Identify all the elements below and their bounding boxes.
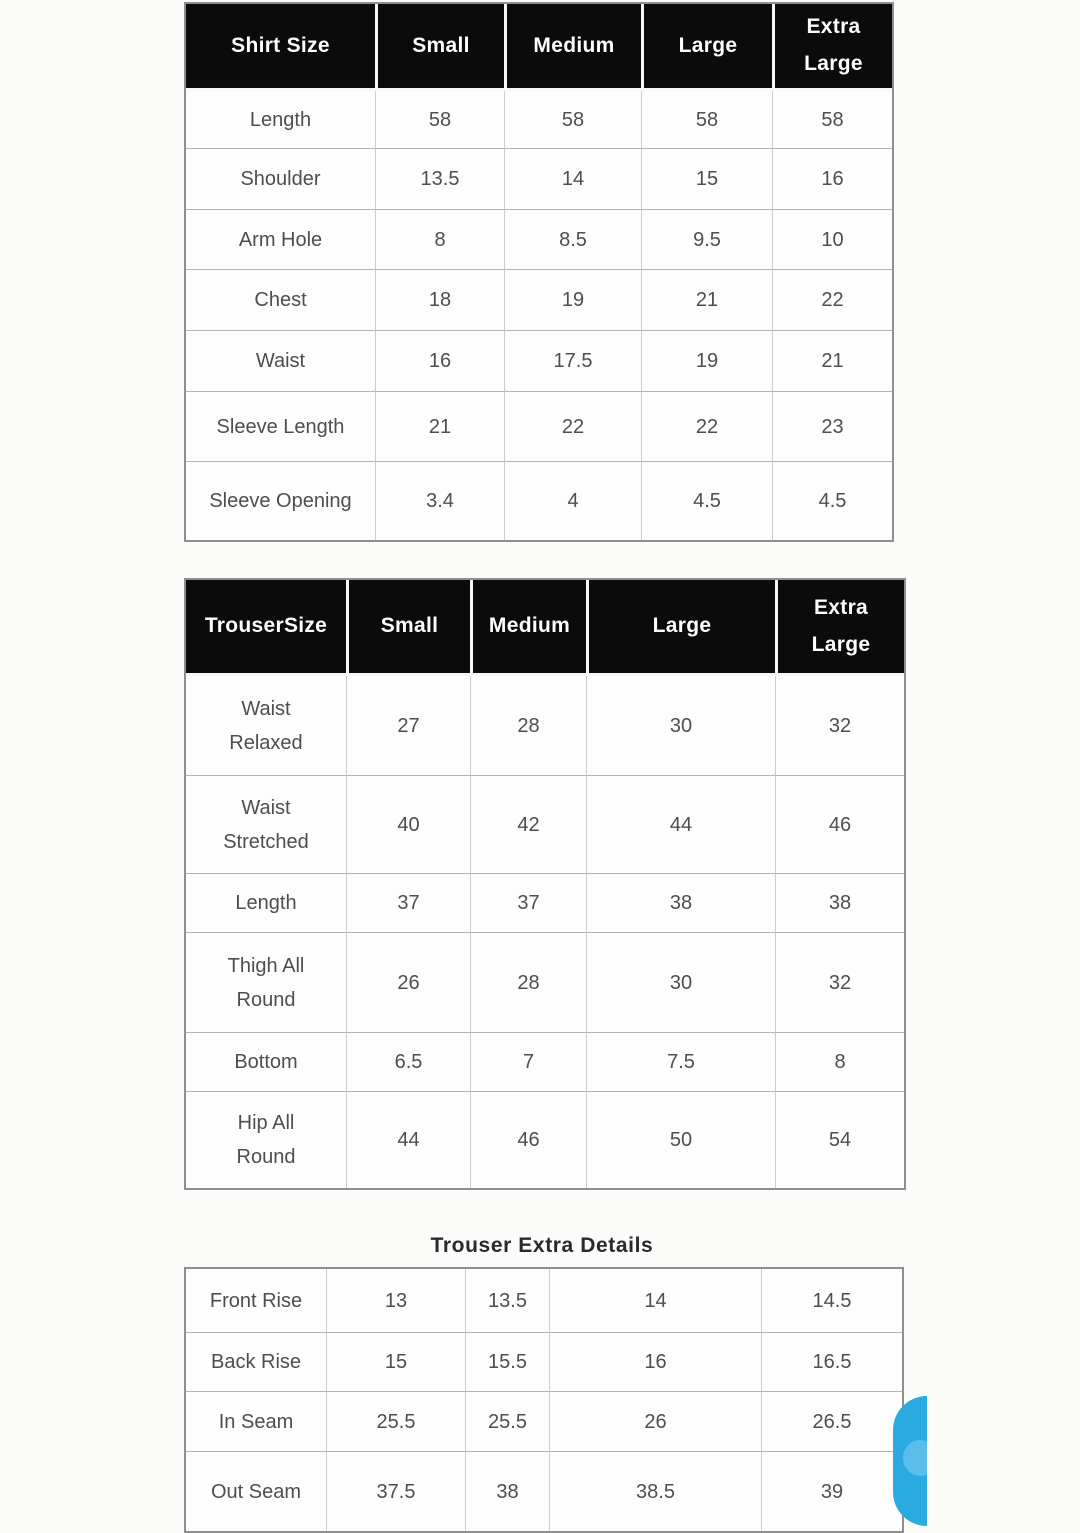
row-label-cell: Thigh All Round: [186, 932, 346, 1032]
value-cell: 21: [641, 269, 772, 330]
value-cell: 13.5: [375, 148, 504, 209]
value-cell: 21: [375, 391, 504, 461]
table-row: [186, 676, 904, 775]
value-cell: 16: [772, 148, 892, 209]
value-cell: 22: [504, 391, 641, 461]
table-row: [186, 932, 904, 1032]
value-cell: 46: [470, 1091, 586, 1188]
value-cell: 19: [641, 330, 772, 391]
value-cell: 37: [346, 873, 470, 932]
value-cell: 8: [775, 1032, 904, 1091]
value-cell: 25.5: [465, 1391, 549, 1451]
value-cell: 26: [549, 1391, 761, 1451]
chat-icon: [903, 1440, 927, 1476]
row-label-cell: Chest: [186, 269, 375, 330]
value-cell: 26.5: [761, 1391, 902, 1451]
row-label-cell: Waist Relaxed: [186, 676, 346, 775]
column-header-cell: Medium: [504, 4, 641, 91]
value-cell: 54: [775, 1091, 904, 1188]
value-cell: 37: [470, 873, 586, 932]
table-row: [186, 269, 892, 330]
table-row: [186, 873, 904, 932]
trouser-size-table: [184, 578, 906, 1190]
row-label-cell: Out Seam: [186, 1451, 326, 1531]
shirt-size-table: [184, 2, 894, 542]
table-row: [186, 1032, 904, 1091]
row-label-cell: In Seam: [186, 1391, 326, 1451]
row-label-cell: Back Rise: [186, 1332, 326, 1391]
table-row: [186, 391, 892, 461]
column-header-cell: Large: [586, 580, 775, 676]
table-row: [186, 775, 904, 873]
value-cell: 26: [346, 932, 470, 1032]
value-cell: 38: [586, 873, 775, 932]
column-header-cell: TrouserSize: [186, 580, 346, 676]
value-cell: 58: [375, 91, 504, 148]
value-cell: 40: [346, 775, 470, 873]
value-cell: 18: [375, 269, 504, 330]
value-cell: 13: [326, 1269, 465, 1332]
row-label-cell: Waist Stretched: [186, 775, 346, 873]
value-cell: 50: [586, 1091, 775, 1188]
value-cell: 28: [470, 676, 586, 775]
row-label-cell: Arm Hole: [186, 209, 375, 269]
value-cell: 58: [772, 91, 892, 148]
column-header-cell: Shirt Size: [186, 4, 375, 91]
value-cell: 58: [504, 91, 641, 148]
table-row: [186, 1391, 902, 1451]
row-label-cell: Hip All Round: [186, 1091, 346, 1188]
table-row: [186, 1269, 902, 1332]
value-cell: 14: [504, 148, 641, 209]
value-cell: 23: [772, 391, 892, 461]
column-header-cell: Small: [375, 4, 504, 91]
value-cell: 8: [375, 209, 504, 269]
table-row: [186, 1091, 904, 1188]
value-cell: 38: [465, 1451, 549, 1531]
value-cell: 22: [641, 391, 772, 461]
value-cell: 32: [775, 676, 904, 775]
value-cell: 28: [470, 932, 586, 1032]
table-row: [186, 330, 892, 391]
chat-widget-button[interactable]: [893, 1396, 927, 1526]
table-header-row: [186, 580, 904, 676]
value-cell: 16: [375, 330, 504, 391]
value-cell: 17.5: [504, 330, 641, 391]
value-cell: 22: [772, 269, 892, 330]
value-cell: 16: [549, 1332, 761, 1391]
value-cell: 7.5: [586, 1032, 775, 1091]
value-cell: 4: [504, 461, 641, 540]
table-row: [186, 209, 892, 269]
value-cell: 27: [346, 676, 470, 775]
value-cell: 9.5: [641, 209, 772, 269]
row-label-cell: Length: [186, 91, 375, 148]
row-label-cell: Length: [186, 873, 346, 932]
value-cell: 44: [586, 775, 775, 873]
row-label-cell: Bottom: [186, 1032, 346, 1091]
table-row: [186, 1332, 902, 1391]
value-cell: 3.4: [375, 461, 504, 540]
column-header-cell: Extra Large: [775, 580, 904, 676]
value-cell: 30: [586, 932, 775, 1032]
row-label-cell: Front Rise: [186, 1269, 326, 1332]
table-row: [186, 1451, 902, 1531]
value-cell: 42: [470, 775, 586, 873]
value-cell: 25.5: [326, 1391, 465, 1451]
table-row: [186, 91, 892, 148]
value-cell: 13.5: [465, 1269, 549, 1332]
row-label-cell: Waist: [186, 330, 375, 391]
value-cell: 46: [775, 775, 904, 873]
row-label-cell: Shoulder: [186, 148, 375, 209]
value-cell: 19: [504, 269, 641, 330]
value-cell: 32: [775, 932, 904, 1032]
value-cell: 4.5: [772, 461, 892, 540]
value-cell: 58: [641, 91, 772, 148]
trouser-extra-details-table: [184, 1267, 904, 1533]
value-cell: 15: [641, 148, 772, 209]
trouser-extra-details-title: Trouser Extra Details: [430, 1234, 654, 1257]
value-cell: 10: [772, 209, 892, 269]
value-cell: 21: [772, 330, 892, 391]
value-cell: 7: [470, 1032, 586, 1091]
value-cell: 8.5: [504, 209, 641, 269]
value-cell: 14: [549, 1269, 761, 1332]
row-label-cell: Sleeve Opening: [186, 461, 375, 540]
table-header-row: [186, 4, 892, 91]
column-header-cell: Small: [346, 580, 470, 676]
value-cell: 38.5: [549, 1451, 761, 1531]
value-cell: 14.5: [761, 1269, 902, 1332]
value-cell: 30: [586, 676, 775, 775]
value-cell: 39: [761, 1451, 902, 1531]
value-cell: 15: [326, 1332, 465, 1391]
table-row: [186, 461, 892, 540]
value-cell: 44: [346, 1091, 470, 1188]
value-cell: 4.5: [641, 461, 772, 540]
value-cell: 6.5: [346, 1032, 470, 1091]
value-cell: 15.5: [465, 1332, 549, 1391]
column-header-cell: Large: [641, 4, 772, 91]
value-cell: 38: [775, 873, 904, 932]
row-label-cell: Sleeve Length: [186, 391, 375, 461]
table-row: [186, 148, 892, 209]
column-header-cell: Medium: [470, 580, 586, 676]
column-header-cell: Extra Large: [772, 4, 892, 91]
value-cell: 37.5: [326, 1451, 465, 1531]
value-cell: 16.5: [761, 1332, 902, 1391]
